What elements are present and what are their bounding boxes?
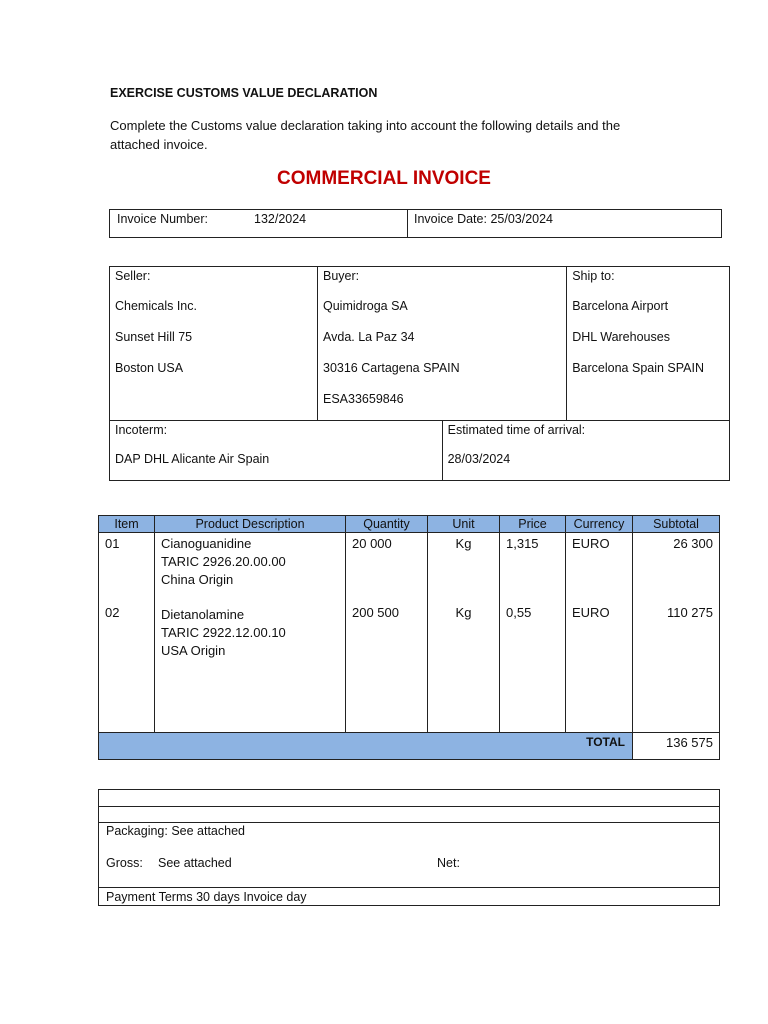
invoice-date-value: 25/03/2024: [490, 212, 554, 226]
item-price: 1,315: [506, 536, 539, 551]
ship-to-cell: [567, 267, 730, 421]
total-label: TOTAL: [99, 733, 633, 760]
seller-line: Chemicals Inc.: [115, 299, 197, 313]
subtotal-column: [633, 533, 720, 733]
blank-row: [99, 807, 720, 823]
weights-line: [106, 856, 719, 872]
exercise-title: EXERCISE CUSTOMS VALUE DECLARATION: [110, 86, 378, 100]
item-subtotal: 26 300: [673, 536, 713, 551]
item-origin: USA Origin: [161, 643, 226, 658]
column-header: Product Description: [155, 516, 346, 533]
invoice-number-label: Invoice Number:: [117, 212, 209, 226]
gross-value: See attached: [158, 856, 232, 870]
item-column: [99, 533, 155, 733]
buyer-line: Quimidroga SA: [323, 299, 408, 313]
item-quantity: 200 500: [352, 605, 399, 620]
items-body-row: [99, 533, 720, 733]
incoterm-cell: [110, 421, 443, 481]
description-column: [155, 533, 346, 733]
buyer-line: ESA33659846: [323, 392, 404, 406]
item-currency: EURO: [572, 536, 610, 551]
eta-value: 28/03/2024: [447, 452, 511, 466]
column-header: Unit: [428, 516, 500, 533]
invoice-number-cell: [110, 210, 408, 238]
parties-box: [109, 266, 730, 481]
invoice-date-label: Invoice Date:: [414, 212, 487, 226]
items-table: [98, 515, 720, 760]
invoice-number-value: 132/2024: [254, 212, 307, 226]
incoterm-value: DAP DHL Alicante Air Spain: [115, 452, 270, 466]
seller-line: Boston USA: [115, 361, 184, 375]
item-quantity: 20 000: [352, 536, 392, 551]
buyer-cell: [318, 267, 567, 421]
buyer-label: Buyer:: [323, 269, 360, 283]
quantity-column: [346, 533, 428, 733]
incoterm-label: Incoterm:: [115, 423, 168, 437]
column-header: Subtotal: [633, 516, 720, 533]
exercise-instructions: Complete the Customs value declaration taking into account the following details and the attached invoice.: [110, 118, 621, 152]
total-row: [99, 733, 720, 760]
currency-column: [566, 533, 633, 733]
blank-row: [99, 790, 720, 807]
item-description: Cianoguanidine: [161, 536, 252, 551]
ship-to-line: Barcelona Spain SPAIN: [572, 361, 705, 375]
item-origin: China Origin: [161, 572, 234, 587]
invoice-heading: COMMERCIAL INVOICE: [277, 168, 491, 189]
item-taric: TARIC 2922.12.00.10: [161, 625, 286, 640]
ship-to-line: DHL Warehouses: [572, 330, 670, 344]
seller-line: Sunset Hill 75: [115, 330, 193, 344]
unit-column: [428, 533, 500, 733]
item-description: Dietanolamine: [161, 607, 245, 622]
items-header-row: [99, 516, 720, 533]
invoice-date-cell: [408, 210, 722, 238]
gross-label: Gross:: [106, 856, 143, 870]
buyer-line: 30316 Cartagena SPAIN: [323, 361, 460, 375]
item-currency: EURO: [572, 605, 610, 620]
item-number: 02: [105, 605, 120, 620]
column-header: Price: [500, 516, 566, 533]
packaging-weights-cell: [99, 823, 720, 888]
item-unit: Kg: [455, 536, 472, 551]
item-number: 01: [105, 536, 120, 551]
column-header: Quantity: [346, 516, 428, 533]
ship-to-label: Ship to:: [572, 269, 615, 283]
column-header: Currency: [566, 516, 633, 533]
net-label: Net:: [437, 856, 460, 870]
item-taric: TARIC 2926.20.00.00: [161, 554, 286, 569]
item-subtotal: 110 275: [666, 605, 713, 620]
eta-label: Estimated time of arrival:: [447, 423, 586, 437]
price-column: [500, 533, 566, 733]
payment-terms: Payment Terms 30 days Invoice day: [99, 888, 720, 906]
item-unit: Kg: [455, 605, 472, 620]
packaging-text: Packaging: See attached: [106, 824, 245, 838]
shipment-details-box: [98, 789, 720, 906]
eta-cell: [442, 421, 729, 481]
seller-cell: [110, 267, 318, 421]
seller-label: Seller:: [115, 269, 151, 283]
column-header: Item: [99, 516, 155, 533]
item-price: 0,55: [506, 605, 532, 620]
buyer-line: Avda. La Paz 34: [323, 330, 415, 344]
invoice-number-box: [109, 209, 722, 238]
ship-to-line: Barcelona Airport: [572, 299, 669, 313]
total-value: 136 575: [633, 733, 720, 760]
